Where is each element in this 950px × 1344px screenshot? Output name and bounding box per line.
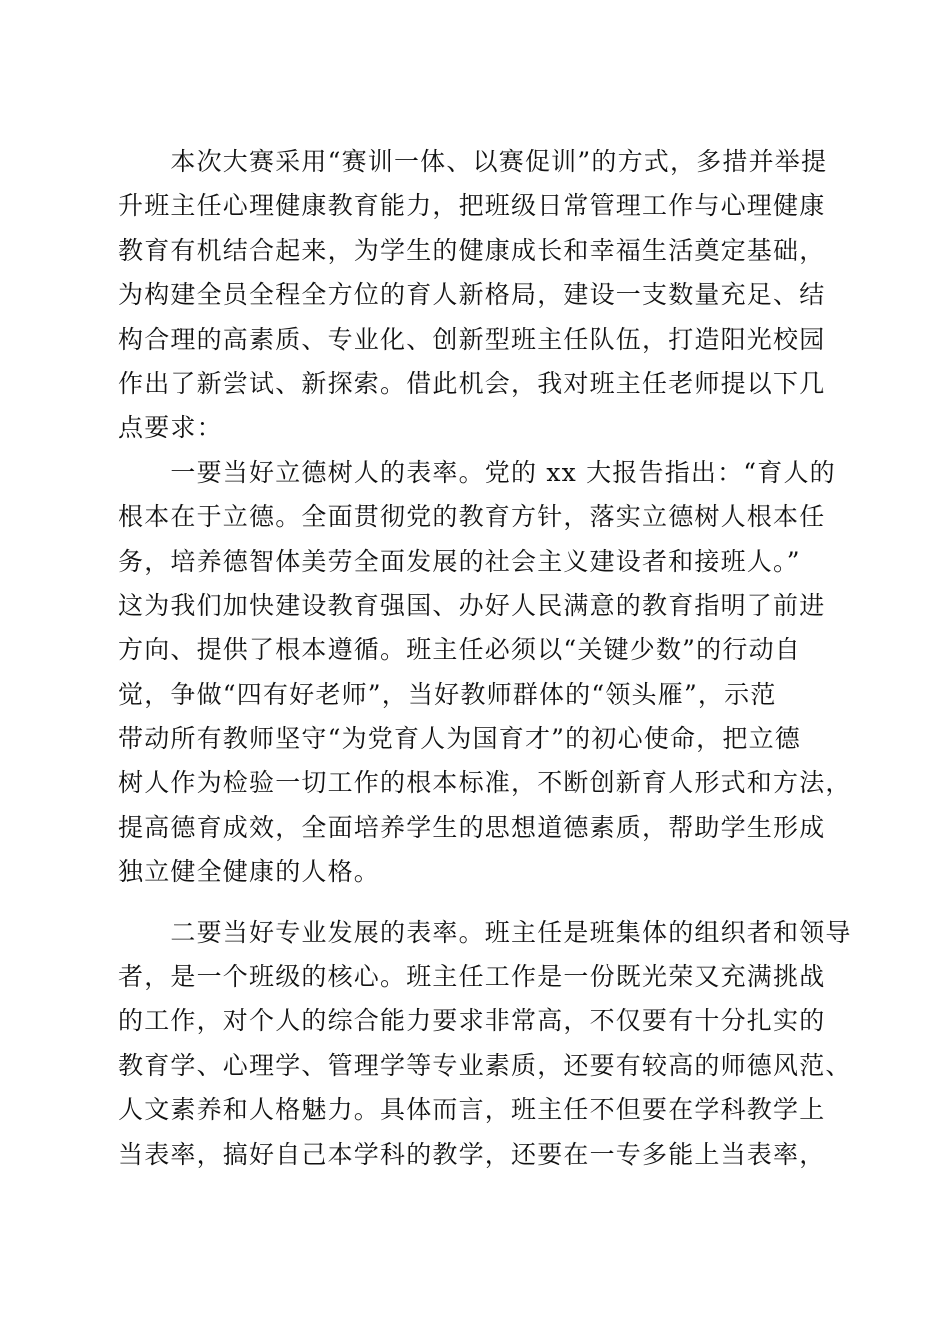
text-line: 作出了新尝试、新探索。借此机会，我对班主任老师提以下几 — [118, 368, 826, 398]
text-line: 带动所有教师坚守“为党育人为国育才”的初心使命，把立德 — [118, 724, 801, 754]
text-line: 教育学、心理学、管理学等专业素质，还要有较高的师德风范、 — [118, 1050, 852, 1080]
text-line: 人文素养和人格魅力。具体而言，班主任不但要在学科教学上 — [118, 1095, 826, 1125]
text-line: 本次大赛采用“赛训一体、以赛促训”的方式，多措并举提 — [118, 147, 828, 176]
text-line: 当表率，搞好自己本学科的教学，还要在一专多能上当表率， — [118, 1139, 826, 1169]
document-page — [118, 140, 852, 1177]
text-line: 这为我们加快建设教育强国、办好人民满意的教育指明了前进 — [118, 590, 826, 620]
text-line: 务，培养德智体美劳全面发展的社会主义建设者和接班人。” — [118, 546, 801, 576]
paragraph-intro — [118, 140, 838, 451]
paragraph-first-requirement — [118, 451, 852, 895]
paragraph-spacing — [118, 895, 838, 911]
text-line: 二要当好专业发展的表率。班主任是班集体的组织者和领导 — [118, 917, 852, 947]
text-line: 为构建全员全程全方位的育人新格局，建设一支数量充足、结 — [118, 280, 826, 310]
text-line: 构合理的高素质、专业化、创新型班主任队伍，打造阳光校园 — [118, 324, 826, 354]
text-line: 觉，争做“四有好老师”，当好教师群体的“领头雁”，示范 — [118, 679, 777, 709]
text-line: 提高德育成效，全面培养学生的思想道德素质，帮助学生形成 — [118, 812, 826, 842]
text-line: 一要当好立德树人的表率。党的 xx 大报告指出：“育人的 — [118, 457, 836, 487]
text-line: 者，是一个班级的核心。班主任工作是一份既光荣又充满挑战 — [118, 962, 826, 992]
text-line: 根本在于立德。全面贯彻党的教育方针，落实立德树人根本任 — [118, 502, 826, 532]
text-line: 树人作为检验一切工作的根本标准，不断创新育人形式和方法， — [118, 768, 852, 798]
text-line: 点要求： — [118, 413, 223, 443]
text-line: 教育有机结合起来，为学生的健康成长和幸福生活奠定基础， — [118, 235, 826, 265]
text-line: 升班主任心理健康教育能力，把班级日常管理工作与心理健康 — [118, 191, 826, 221]
paragraph-second-requirement — [118, 911, 852, 1177]
text-line: 独立健全健康的人格。 — [118, 857, 381, 887]
text-line: 的工作，对个人的综合能力要求非常高，不仅要有十分扎实的 — [118, 1006, 826, 1036]
text-line: 方向、提供了根本遵循。班主任必须以“关键少数”的行动自 — [118, 635, 801, 665]
